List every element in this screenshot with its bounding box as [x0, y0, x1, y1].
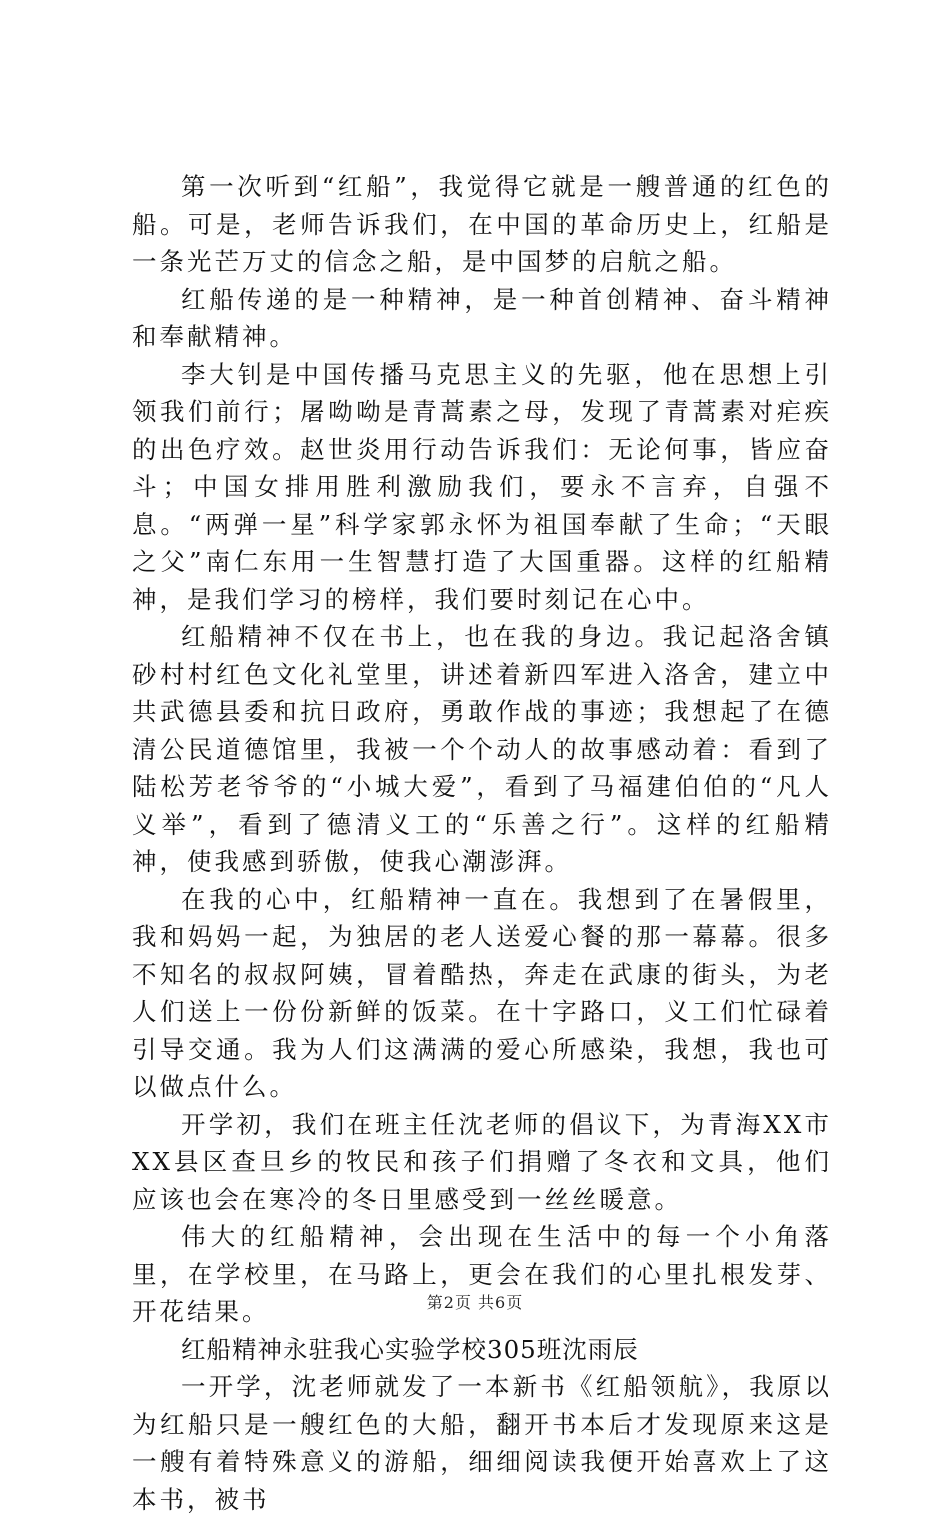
essay-title-author: 红船精神永驻我心实验学校305班沈雨辰: [181, 1334, 639, 1364]
paragraph-6: 开学初，我们在班主任沈老师的倡议下，为青海XX市XX县区查旦乡的牧民和孩子们捐赠了冬衣和文具，他们应该也会在寒冷的冬日里感受到一丝丝暖意。: [132, 1109, 832, 1214]
page-number-footer: 第2页 共6页: [426, 1293, 524, 1312]
paragraph-4: 红船精神不仅在书上，也在我的身边。我记起洛舍镇砂村村红色文化礼堂里，讲述着新四军进入洛舍，建立中共武德县委和抗日政府，勇敢作战的事迹；我想起了在德清公民道德馆里，我被一个个动人的故事感动着：看到了陆松芳老爷爷的“小城大爱”，看到了马福建伯伯的“凡人义举”，看到了德清义工的“乐善之行”。这样的红船精神，使我感到骄傲，使我心潮澎湃。: [132, 622, 832, 876]
paragraph-3: 李大钊是中国传播马克思主义的先驱，他在思想上引领我们前行；屠呦呦是青蒿素之母，发现了青蒿素对疟疾的出色疗效。赵世炎用行动告诉我们：无论何事，皆应奋斗；中国女排用胜利激励我们，要永不言弃，自强不息。“两弹一星”科学家郭永怀为祖国奉献了生命；“天眼之父”南仁东用一生智慧打造了大国重器。这样的红船精神，是我们学习的榜样，我们要时刻记在心中。: [132, 359, 832, 614]
paragraph-5: 在我的心中，红船精神一直在。我想到了在暑假里，我和妈妈一起，为独居的老人送爱心餐的那一幕幕。很多不知名的叔叔阿姨，冒着酷热，奔走在武康的街头，为老人们送上一份份新鲜的饭菜。在十字路口，义工们忙碌着引导交通。我为人们这满满的爱心所感染，我想，我也可以做点什么。: [132, 884, 832, 1101]
paragraph-8: 一开学，沈老师就发了一本新书《红船领航》，我原以为红船只是一艘红色的大船，翻开书本后才发现原来这是一艘有着特殊意义的游船，细细阅读我便开始喜欢上了这本书，被书: [132, 1372, 832, 1514]
paragraph-7: 伟大的红船精神，会出现在生活中的每一个小角落里，在学校里，在马路上，更会在我们的心里扎根发芽、开花结果。: [132, 1222, 832, 1326]
paragraph-1: 第一次听到“红船”，我觉得它就是一艘普通的红色的船。可是，老师告诉我们，在中国的革命历史上，红船是一条光芒万丈的信念之船，是中国梦的启航之船。: [132, 172, 832, 276]
document-body: [132, 168, 832, 1518]
paragraph-2: 红船传递的是一种精神，是一种首创精神、奋斗精神和奉献精神。: [132, 284, 832, 351]
